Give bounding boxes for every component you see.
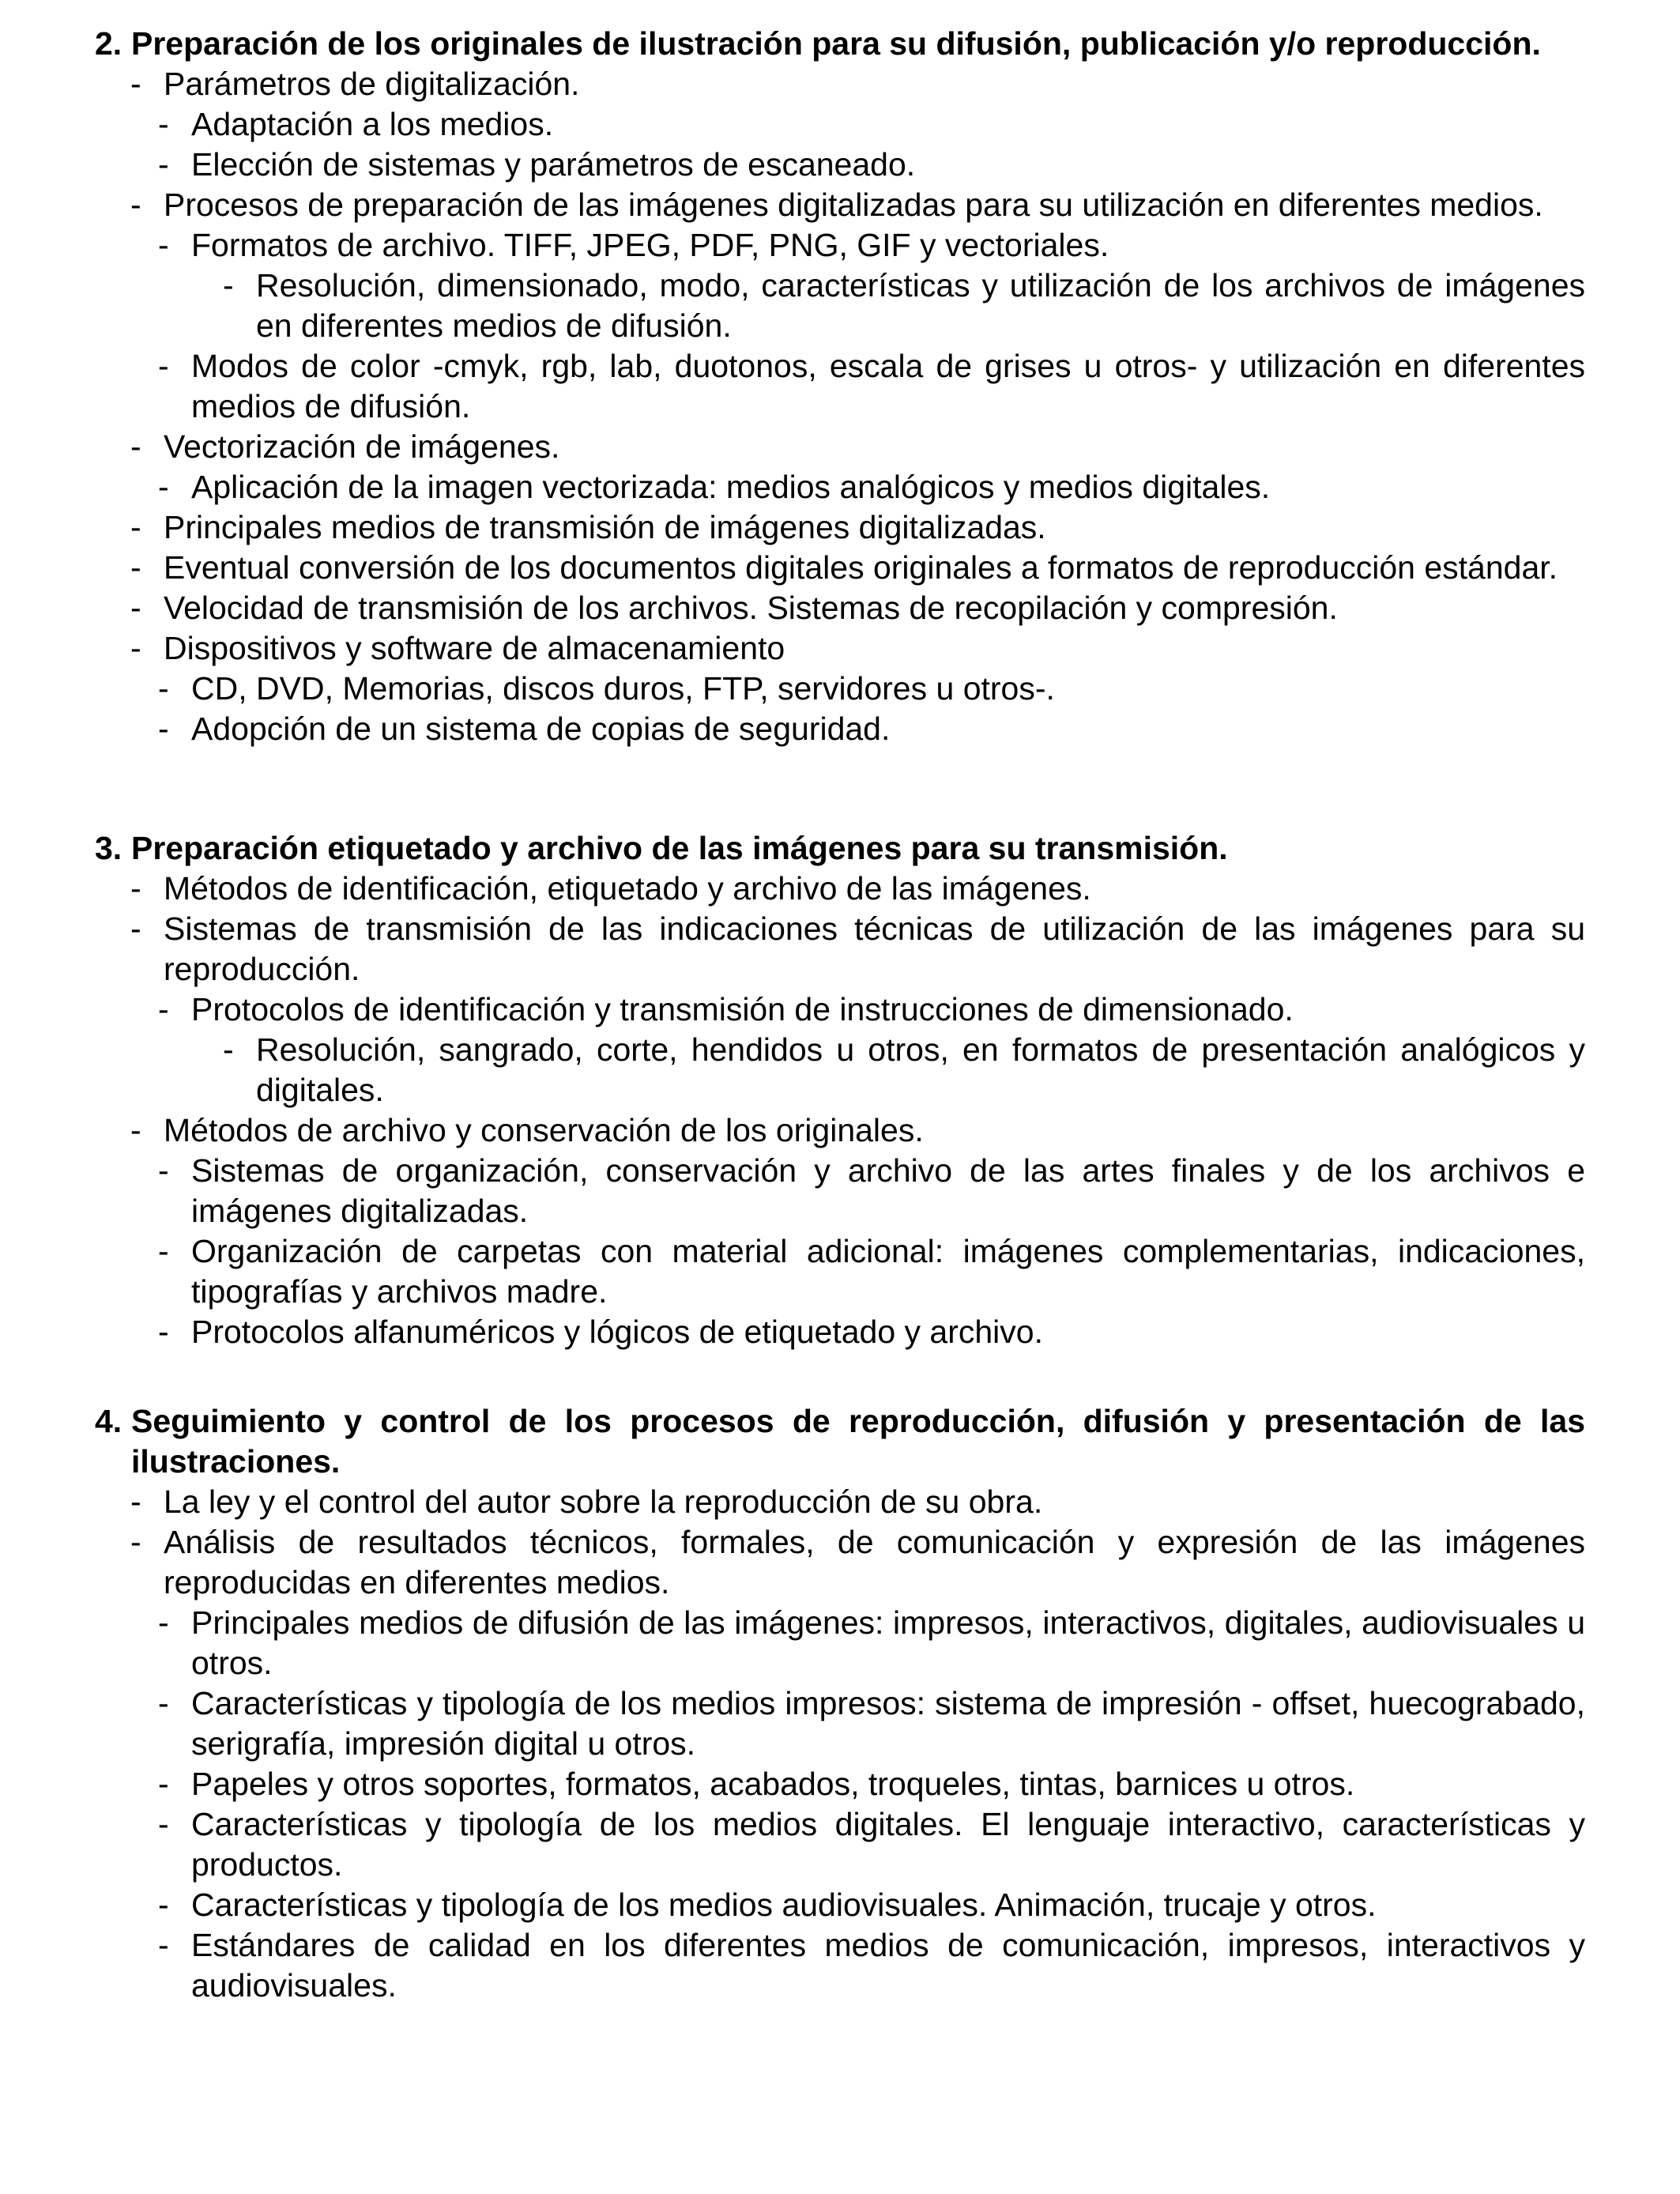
section-title: Preparación etiquetado y archivo de las imágenes para su transmisión. — [131, 830, 1228, 866]
dash-bullet: - — [158, 1887, 169, 1923]
dash-bullet: - — [130, 590, 141, 626]
item-text: La ley y el control del autor sobre la reproducción de su obra. — [164, 1483, 1043, 1520]
list-item — [158, 1312, 1585, 1352]
list-item — [158, 669, 1585, 709]
list-item — [158, 104, 1585, 145]
dash-bullet: - — [158, 1314, 169, 1350]
item-text: Vectorización de imágenes. — [164, 428, 560, 465]
dash-bullet: - — [158, 1927, 169, 1963]
item-text: Métodos de identificación, etiquetado y archivo de las imágenes. — [164, 870, 1091, 907]
list-item — [130, 588, 1585, 628]
dash-bullet: - — [223, 1031, 234, 1068]
section-number: 3. — [95, 830, 122, 866]
item-text: Análisis de resultados técnicos, formales, de comunicación y expresión de las imágenes reproducidas en diferentes medios. — [164, 1524, 1585, 1600]
item-text: Aplicación de la imagen vectorizada: medios analógicos y medios digitales. — [191, 469, 1271, 505]
item-text: CD, DVD, Memorias, discos duros, FTP, servidores u otros-. — [191, 670, 1055, 707]
item-text: Resolución, sangrado, corte, hendidos u otros, en formatos de presentación analógicos y digitales. — [256, 1031, 1585, 1108]
item-text: Resolución, dimensionado, modo, características y utilización de los archivos de imágenes en diferentes medios de difusión. — [256, 267, 1585, 344]
item-text: Procesos de preparación de las imágenes digitalizadas para su utilización en diferentes medios. — [164, 187, 1543, 223]
item-text: Parámetros de digitalización. — [164, 66, 580, 102]
item-text: Dispositivos y software de almacenamiento — [164, 630, 785, 666]
dash-bullet: - — [158, 1685, 169, 1721]
section-title: Seguimiento y control de los procesos de reproducción, difusión y presentación de las ilustraciones. — [131, 1403, 1585, 1480]
item-text: Características y tipología de los medios digitales. El lenguaje interactivo, características y productos. — [191, 1806, 1585, 1883]
list-item — [158, 990, 1585, 1030]
dash-bullet: - — [130, 549, 141, 586]
list-item — [130, 64, 1585, 104]
list-item — [158, 1151, 1585, 1231]
document-body — [95, 24, 1585, 2006]
dash-bullet: - — [158, 1152, 169, 1189]
list-item — [130, 427, 1585, 467]
item-text: Adaptación a los medios. — [191, 106, 554, 142]
list-item — [158, 1603, 1585, 1683]
item-text: Características y tipología de los medios impresos: sistema de impresión - offset, huecograbado, serigrafía, impresión digital u otros. — [191, 1685, 1585, 1762]
section-heading — [95, 1401, 1585, 1482]
list-item — [158, 225, 1585, 266]
outline-section — [95, 828, 1585, 1352]
dash-bullet: - — [130, 870, 141, 907]
list-item — [158, 346, 1585, 427]
dash-bullet: - — [223, 267, 234, 303]
item-text: Principales medios de transmisión de imágenes digitalizadas. — [164, 509, 1046, 545]
dash-bullet: - — [158, 146, 169, 183]
list-item — [130, 185, 1585, 225]
dash-bullet: - — [158, 227, 169, 263]
outline-section — [95, 1401, 1585, 2006]
dash-bullet: - — [130, 66, 141, 102]
list-item — [223, 266, 1585, 346]
item-text: Estándares de calidad en los diferentes medios de comunicación, impresos, interactivos y audiovisuales. — [191, 1927, 1585, 2004]
item-text: Eventual conversión de los documentos digitales originales a formatos de reproducción estándar. — [164, 549, 1558, 586]
item-text: Características y tipología de los medios audiovisuales. Animación, trucaje y otros. — [191, 1887, 1377, 1923]
item-text: Organización de carpetas con material adicional: imágenes complementarias, indicaciones, tipografías y archivos madre. — [191, 1233, 1585, 1310]
list-item — [158, 1804, 1585, 1885]
dash-bullet: - — [158, 711, 169, 747]
dash-bullet: - — [158, 1806, 169, 1842]
item-text: Sistemas de organización, conservación y archivo de las artes finales y de los archivos e imágenes digitalizadas. — [191, 1152, 1585, 1229]
list-item — [158, 709, 1585, 749]
section-items — [95, 869, 1585, 1352]
dash-bullet: - — [130, 509, 141, 545]
item-text: Protocolos de identificación y transmisión de instrucciones de dimensionado. — [191, 991, 1294, 1027]
item-text: Sistemas de transmisión de las indicaciones técnicas de utilización de las imágenes para su reproducción. — [164, 910, 1585, 987]
dash-bullet: - — [130, 630, 141, 666]
item-text: Formatos de archivo. TIFF, JPEG, PDF, PNG, GIF y vectoriales. — [191, 227, 1109, 263]
dash-bullet: - — [130, 910, 141, 947]
list-item — [158, 1885, 1585, 1925]
item-text: Velocidad de transmisión de los archivos. Sistemas de recopilación y compresión. — [164, 590, 1338, 626]
list-item — [130, 628, 1585, 669]
list-item — [223, 1030, 1585, 1110]
list-item — [158, 1925, 1585, 2006]
item-text: Papeles y otros soportes, formatos, acabados, troqueles, tintas, barnices u otros. — [191, 1766, 1355, 1802]
list-item — [130, 1110, 1585, 1151]
dash-bullet: - — [130, 428, 141, 465]
list-item — [158, 467, 1585, 507]
list-item — [130, 909, 1585, 990]
section-heading — [95, 828, 1585, 869]
dash-bullet: - — [158, 348, 169, 384]
item-text: Protocolos alfanuméricos y lógicos de etiquetado y archivo. — [191, 1314, 1043, 1350]
dash-bullet: - — [130, 1524, 141, 1560]
section-title: Preparación de los originales de ilustración para su difusión, publicación y/o reproducción. — [131, 25, 1541, 62]
section-items — [95, 64, 1585, 749]
dash-bullet: - — [158, 106, 169, 142]
item-text: Métodos de archivo y conservación de los originales. — [164, 1112, 924, 1148]
list-item — [158, 1683, 1585, 1764]
section-number: 2. — [95, 25, 122, 62]
dash-bullet: - — [158, 991, 169, 1027]
list-item — [158, 145, 1585, 185]
item-text: Principales medios de difusión de las imágenes: impresos, interactivos, digitales, audiovisuales u otros. — [191, 1604, 1585, 1681]
list-item — [130, 1522, 1585, 1603]
dash-bullet: - — [130, 187, 141, 223]
list-item — [158, 1231, 1585, 1312]
outline-section — [95, 24, 1585, 749]
list-item — [130, 548, 1585, 588]
item-text: Adopción de un sistema de copias de seguridad. — [191, 711, 891, 747]
list-item — [130, 869, 1585, 909]
list-item — [158, 1764, 1585, 1804]
item-text: Modos de color -cmyk, rgb, lab, duotonos, escala de grises u otros- y utilización en diferentes medios de difusión. — [191, 348, 1585, 424]
section-number: 4. — [95, 1403, 122, 1439]
item-text: Elección de sistemas y parámetros de escaneado. — [191, 146, 916, 183]
dash-bullet: - — [158, 1604, 169, 1641]
dash-bullet: - — [158, 1766, 169, 1802]
section-heading — [95, 24, 1585, 64]
dash-bullet: - — [158, 469, 169, 505]
section-items — [95, 1482, 1585, 2006]
list-item — [130, 507, 1585, 548]
dash-bullet: - — [158, 670, 169, 707]
dash-bullet: - — [158, 1233, 169, 1269]
dash-bullet: - — [130, 1112, 141, 1148]
list-item — [130, 1482, 1585, 1522]
dash-bullet: - — [130, 1483, 141, 1520]
